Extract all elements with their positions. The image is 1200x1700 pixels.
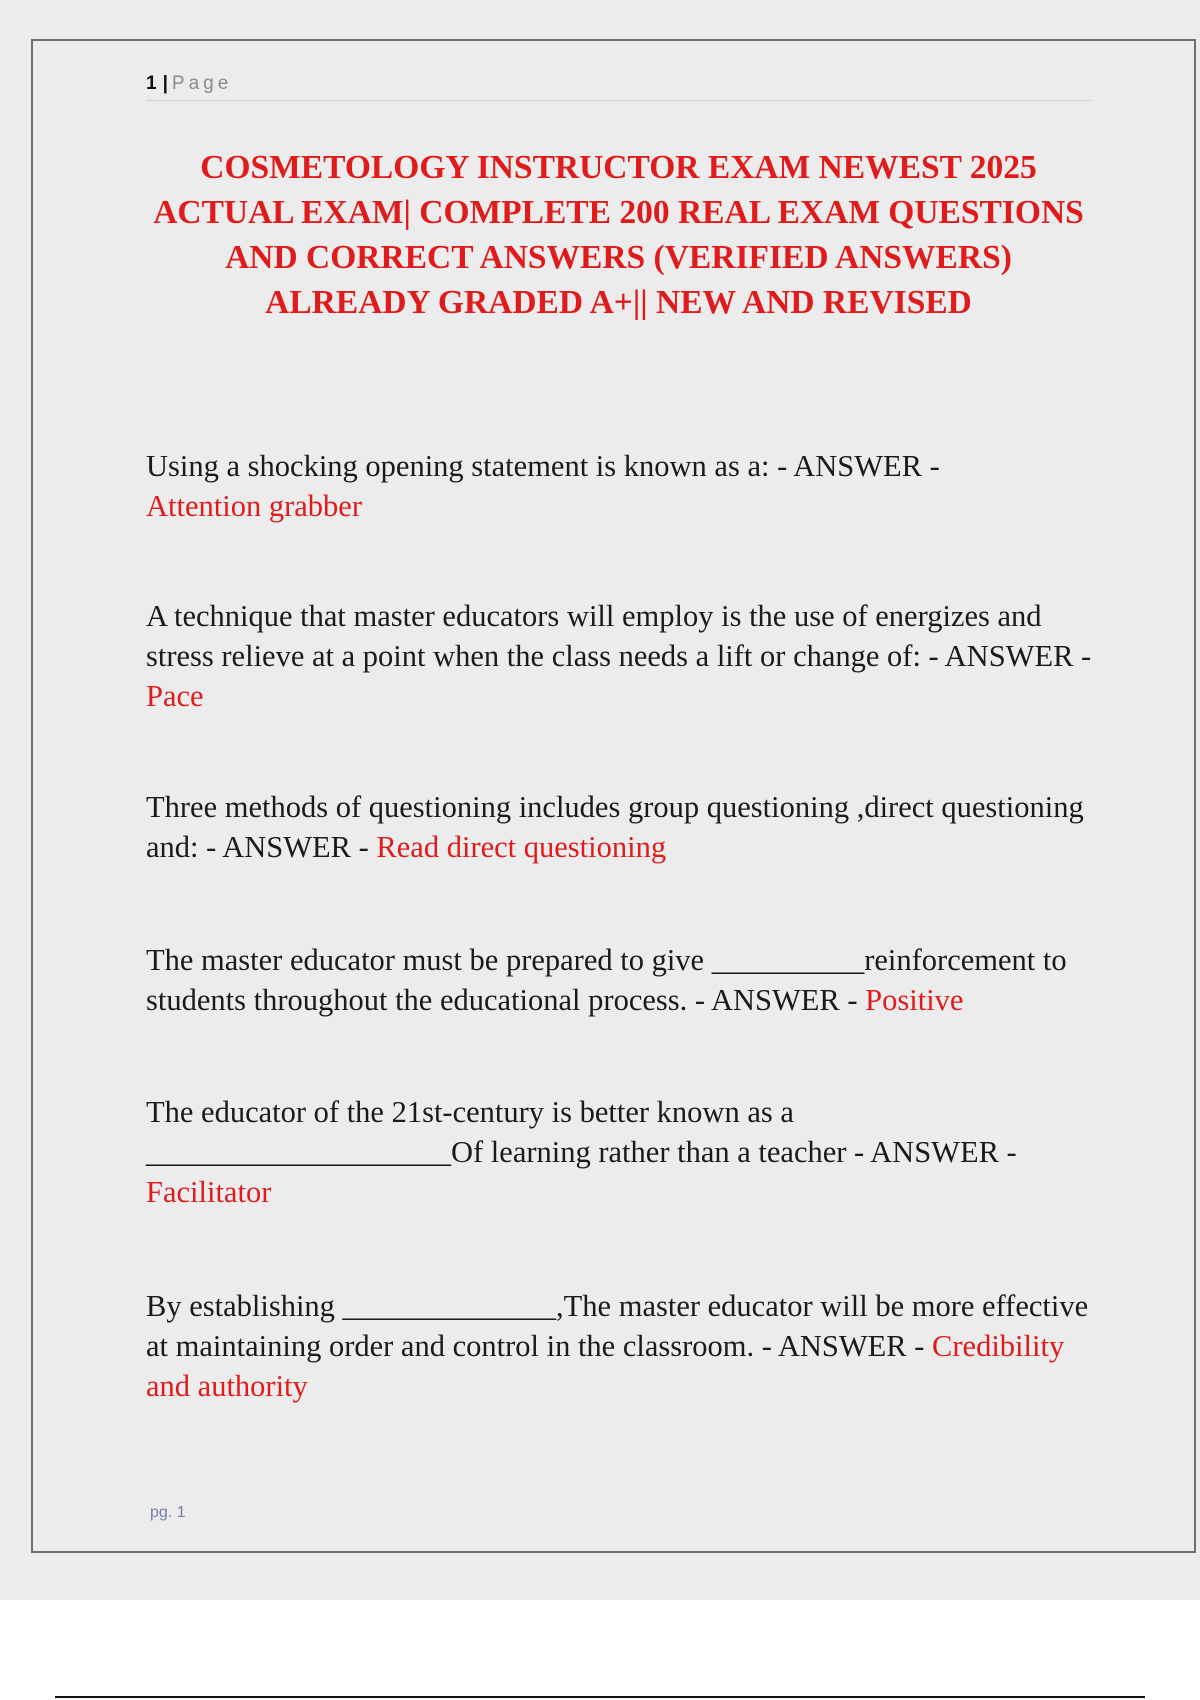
document-title: COSMETOLOGY INSTRUCTOR EXAM NEWEST 2025 ACTUAL EXAM| COMPLETE 200 REAL EXAM QUESTIONS AND CORRECT ANSWERS (VERIFIED ANSWERS) ALREADY GRADED A+|| NEW AND REVISED [153,149,1084,321]
answer-text: Attention grabber [146,489,362,523]
header-page-number: 1 [146,73,157,94]
answer-text: Read direct questioning [376,830,667,864]
answer-text: Facilitator [146,1175,272,1209]
question-text: A technique that master educators will employ is the use of energizes and stress relieve at a point when the class needs a lift or change of: - ANSWER - [146,599,1092,673]
header-page-word: Page [171,73,233,94]
answer-text: Credibility and authority [146,1329,1065,1403]
question-text: The master educator must be prepared to give __________reinforcement to students throughout the educational process. - ANSWER - [146,943,1067,1017]
document-page [31,39,1196,1553]
qa-item-1 [146,446,1096,526]
question-text: Using a shocking opening statement is known as a: - ANSWER - [146,449,940,483]
question-text: By establishing ______________,The master educator will be more effective at maintaining order and control in the classroom. - ANSWER - [146,1289,1089,1363]
page-footer-label: pg. 1 [150,1504,186,1521]
next-page-top-rule [55,1696,1145,1698]
qa-item-3 [146,787,1096,867]
answer-text: Pace [146,679,204,713]
qa-item-4 [146,940,1096,1020]
answer-text: Positive [865,983,964,1017]
question-text: The educator of the 21st-century is better known as a ____________________Of learning rather than a teacher - ANSWER - [146,1095,1017,1169]
header-separator: | [162,73,168,94]
qa-item-5 [146,1092,1096,1212]
qa-item-6 [146,1286,1096,1406]
question-text: Three methods of questioning includes group questioning ,direct questioning and: - ANSWER - [146,790,1084,864]
page-header [146,70,1091,101]
qa-item-2 [146,596,1096,716]
